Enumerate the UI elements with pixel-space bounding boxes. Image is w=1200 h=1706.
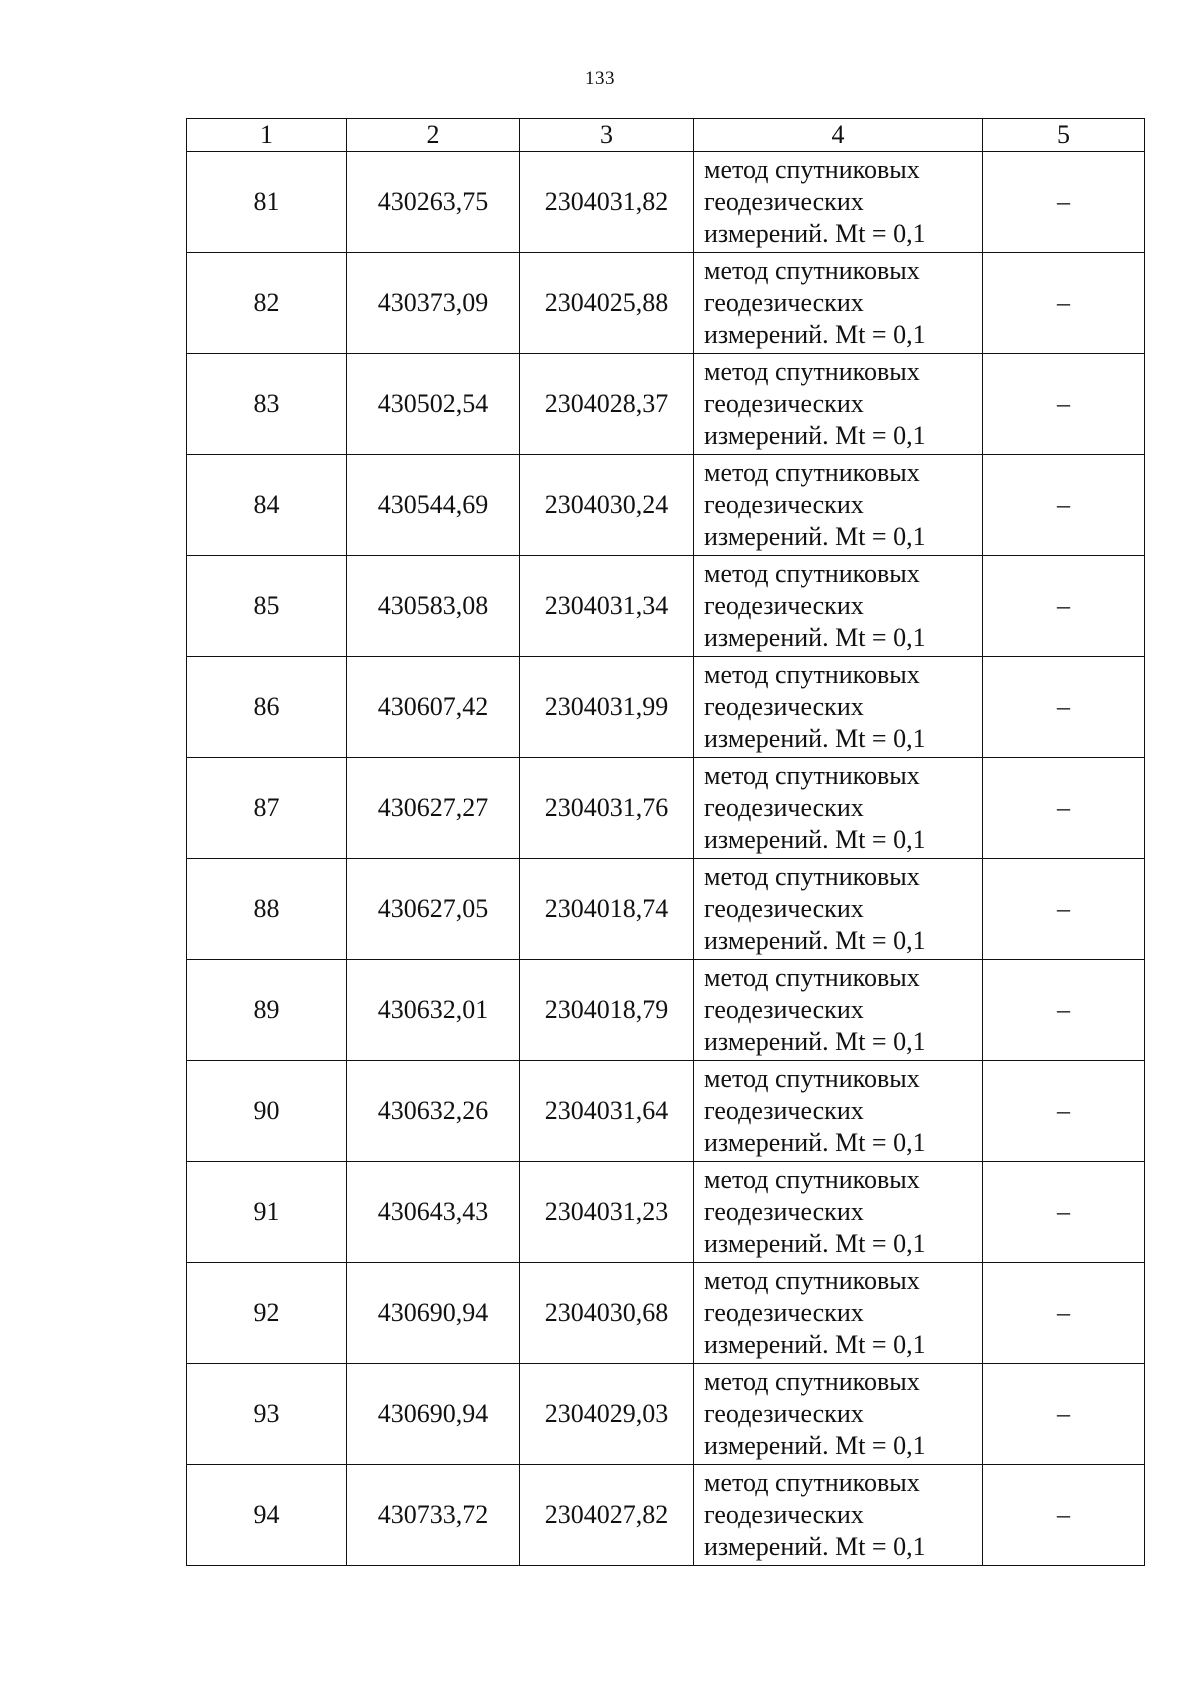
method-text-line: измерений. Mt = 0,1: [704, 623, 926, 652]
method-text-line: измерений. Mt = 0,1: [704, 1532, 926, 1561]
table-row: [187, 1364, 1145, 1465]
table-row: [187, 1061, 1145, 1162]
x-coordinate-cell: 430690,94: [347, 1364, 520, 1465]
table-row: [187, 1162, 1145, 1263]
x-coordinate-cell: 430263,75: [347, 152, 520, 253]
table-row: [187, 657, 1145, 758]
method-text-line: геодезических: [704, 995, 864, 1024]
note-cell: –: [983, 253, 1145, 354]
method-text-line: измерений. Mt = 0,1: [704, 522, 926, 551]
note-cell: –: [983, 556, 1145, 657]
point-number-cell: 88: [187, 859, 347, 960]
y-coordinate-cell: 2304018,79: [520, 960, 694, 1061]
method-cell: [694, 859, 983, 960]
column-header: 3: [520, 119, 694, 152]
method-cell: [694, 354, 983, 455]
method-text-line: метод спутниковых: [704, 761, 920, 790]
method-text-line: измерений. Mt = 0,1: [704, 1128, 926, 1157]
x-coordinate-cell: 430583,08: [347, 556, 520, 657]
method-text-line: метод спутниковых: [704, 1165, 920, 1194]
method-text-line: геодезических: [704, 1399, 864, 1428]
method-text-line: метод спутниковых: [704, 458, 920, 487]
method-cell: [694, 1061, 983, 1162]
method-cell: [694, 556, 983, 657]
method-text-line: измерений. Mt = 0,1: [704, 421, 926, 450]
point-number-cell: 92: [187, 1263, 347, 1364]
method-text-line: метод спутниковых: [704, 256, 920, 285]
method-text-line: геодезических: [704, 1298, 864, 1327]
point-number-cell: 84: [187, 455, 347, 556]
method-text-line: метод спутниковых: [704, 1468, 920, 1497]
method-text-line: метод спутниковых: [704, 357, 920, 386]
point-number-cell: 87: [187, 758, 347, 859]
x-coordinate-cell: 430632,26: [347, 1061, 520, 1162]
note-cell: –: [983, 960, 1145, 1061]
table-row: [187, 960, 1145, 1061]
point-number-cell: 94: [187, 1465, 347, 1566]
method-text-line: измерений. Mt = 0,1: [704, 825, 926, 854]
column-header: 4: [694, 119, 983, 152]
method-text-line: геодезических: [704, 793, 864, 822]
method-cell: [694, 455, 983, 556]
method-text-line: метод спутниковых: [704, 963, 920, 992]
method-text-line: измерений. Mt = 0,1: [704, 1431, 926, 1460]
y-coordinate-cell: 2304030,68: [520, 1263, 694, 1364]
coordinates-table: [186, 118, 1145, 1566]
method-text-line: геодезических: [704, 1500, 864, 1529]
y-coordinate-cell: 2304031,99: [520, 657, 694, 758]
x-coordinate-cell: 430690,94: [347, 1263, 520, 1364]
method-text-line: метод спутниковых: [704, 862, 920, 891]
note-cell: –: [983, 1263, 1145, 1364]
y-coordinate-cell: 2304027,82: [520, 1465, 694, 1566]
x-coordinate-cell: 430643,43: [347, 1162, 520, 1263]
note-cell: –: [983, 1364, 1145, 1465]
column-header: 1: [187, 119, 347, 152]
table-row: [187, 556, 1145, 657]
point-number-cell: 81: [187, 152, 347, 253]
note-cell: –: [983, 152, 1145, 253]
method-text-line: геодезических: [704, 591, 864, 620]
note-cell: –: [983, 354, 1145, 455]
method-text-line: геодезических: [704, 894, 864, 923]
table-row: [187, 1263, 1145, 1364]
method-cell: [694, 152, 983, 253]
y-coordinate-cell: 2304031,34: [520, 556, 694, 657]
method-text-line: измерений. Mt = 0,1: [704, 926, 926, 955]
method-text-line: измерений. Mt = 0,1: [704, 1229, 926, 1258]
method-text-line: геодезических: [704, 490, 864, 519]
y-coordinate-cell: 2304030,24: [520, 455, 694, 556]
table-row: [187, 758, 1145, 859]
x-coordinate-cell: 430607,42: [347, 657, 520, 758]
y-coordinate-cell: 2304031,23: [520, 1162, 694, 1263]
method-text-line: метод спутниковых: [704, 1266, 920, 1295]
x-coordinate-cell: 430627,05: [347, 859, 520, 960]
method-text-line: измерений. Mt = 0,1: [704, 320, 926, 349]
table-row: [187, 253, 1145, 354]
y-coordinate-cell: 2304018,74: [520, 859, 694, 960]
table-row: [187, 859, 1145, 960]
method-cell: [694, 960, 983, 1061]
note-cell: –: [983, 1061, 1145, 1162]
method-cell: [694, 758, 983, 859]
y-coordinate-cell: 2304031,64: [520, 1061, 694, 1162]
note-cell: –: [983, 859, 1145, 960]
point-number-cell: 82: [187, 253, 347, 354]
y-coordinate-cell: 2304028,37: [520, 354, 694, 455]
table-body: [187, 152, 1145, 1566]
method-text-line: измерений. Mt = 0,1: [704, 1330, 926, 1359]
x-coordinate-cell: 430627,27: [347, 758, 520, 859]
table-header: [187, 119, 1145, 152]
note-cell: –: [983, 657, 1145, 758]
method-cell: [694, 1465, 983, 1566]
method-text-line: геодезических: [704, 1197, 864, 1226]
note-cell: –: [983, 758, 1145, 859]
table-row: [187, 152, 1145, 253]
point-number-cell: 83: [187, 354, 347, 455]
y-coordinate-cell: 2304031,82: [520, 152, 694, 253]
method-text-line: метод спутниковых: [704, 660, 920, 689]
header-row: [187, 119, 1145, 152]
y-coordinate-cell: 2304031,76: [520, 758, 694, 859]
table-row: [187, 354, 1145, 455]
point-number-cell: 90: [187, 1061, 347, 1162]
y-coordinate-cell: 2304025,88: [520, 253, 694, 354]
point-number-cell: 86: [187, 657, 347, 758]
page-number: 133: [585, 68, 615, 89]
method-text-line: геодезических: [704, 187, 864, 216]
method-text-line: геодезических: [704, 692, 864, 721]
method-text-line: метод спутниковых: [704, 1064, 920, 1093]
method-text-line: измерений. Mt = 0,1: [704, 1027, 926, 1056]
column-header: 2: [347, 119, 520, 152]
point-number-cell: 93: [187, 1364, 347, 1465]
x-coordinate-cell: 430632,01: [347, 960, 520, 1061]
table-row: [187, 1465, 1145, 1566]
y-coordinate-cell: 2304029,03: [520, 1364, 694, 1465]
method-text-line: метод спутниковых: [704, 559, 920, 588]
point-number-cell: 85: [187, 556, 347, 657]
column-header: 5: [983, 119, 1145, 152]
point-number-cell: 89: [187, 960, 347, 1061]
method-cell: [694, 1162, 983, 1263]
table-row: [187, 455, 1145, 556]
x-coordinate-cell: 430544,69: [347, 455, 520, 556]
method-text-line: геодезических: [704, 288, 864, 317]
method-text-line: измерений. Mt = 0,1: [704, 219, 926, 248]
x-coordinate-cell: 430373,09: [347, 253, 520, 354]
method-text-line: геодезических: [704, 389, 864, 418]
method-cell: [694, 657, 983, 758]
method-text-line: метод спутниковых: [704, 1367, 920, 1396]
method-text-line: геодезических: [704, 1096, 864, 1125]
note-cell: –: [983, 455, 1145, 556]
method-cell: [694, 1364, 983, 1465]
method-cell: [694, 253, 983, 354]
method-text-line: метод спутниковых: [704, 155, 920, 184]
note-cell: –: [983, 1465, 1145, 1566]
x-coordinate-cell: 430733,72: [347, 1465, 520, 1566]
note-cell: –: [983, 1162, 1145, 1263]
x-coordinate-cell: 430502,54: [347, 354, 520, 455]
point-number-cell: 91: [187, 1162, 347, 1263]
method-text-line: измерений. Mt = 0,1: [704, 724, 926, 753]
method-cell: [694, 1263, 983, 1364]
